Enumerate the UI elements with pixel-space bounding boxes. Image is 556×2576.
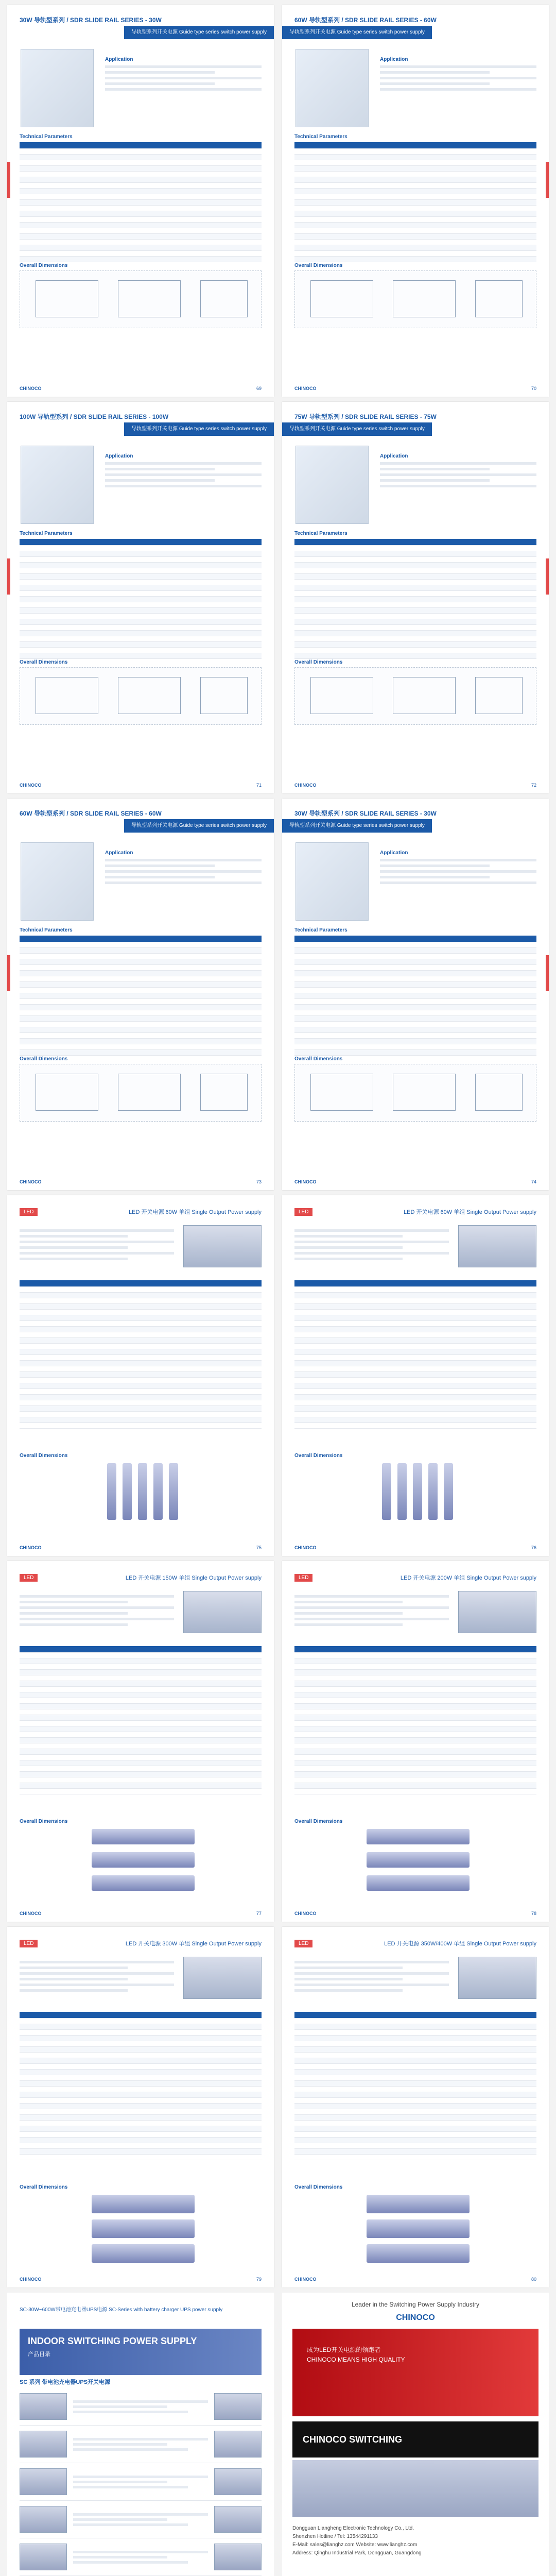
section-dimensions: Overall Dimensions bbox=[20, 1056, 68, 1062]
side-marker bbox=[7, 162, 10, 198]
corp-tel: Shenzhen Hotline / Tel: 13544291133 bbox=[292, 2534, 378, 2539]
list-item bbox=[20, 2388, 262, 2426]
product-photo bbox=[296, 842, 369, 921]
page-tab: 导轨型系列开关电源 Guide type series switch power supply bbox=[124, 819, 274, 833]
catalog-banner bbox=[20, 2329, 262, 2375]
din-page-69 bbox=[7, 5, 274, 397]
page-header bbox=[294, 15, 536, 46]
led-badge: LED bbox=[294, 1940, 312, 1947]
brand-logo: CHINOCO bbox=[20, 2277, 42, 2282]
brand-logo: CHINOCO bbox=[294, 386, 317, 391]
corp-tagline: Leader in the Switching Power Supply Industry bbox=[351, 2301, 480, 2308]
product-bars bbox=[107, 1463, 200, 1530]
corp-company: Dongguan Liangheng Electronic Technology Co., Ltd. bbox=[292, 2526, 414, 2531]
brand-logo: CHINOCO bbox=[20, 783, 42, 788]
page-footer bbox=[20, 1910, 262, 1917]
corp-email: E-Mail: sales@lianghz.com Website: www.lianghz.com bbox=[292, 2542, 418, 2548]
page-footer bbox=[294, 1545, 536, 1551]
dimension-diagram bbox=[294, 270, 536, 328]
led-page-80 bbox=[282, 1927, 549, 2287]
dimension-diagram bbox=[294, 667, 536, 725]
corp-address: Address: Qinghu Industrial Park, Dongguan, Guangdong bbox=[292, 2550, 422, 2556]
spec-table bbox=[294, 2012, 536, 2160]
spec-table bbox=[20, 936, 262, 1056]
section-features: Application bbox=[105, 453, 133, 459]
side-marker bbox=[546, 162, 549, 198]
led-banner bbox=[20, 1571, 262, 1584]
product-photo bbox=[458, 1591, 536, 1633]
features-block bbox=[380, 57, 536, 118]
page-number: 69 bbox=[256, 386, 262, 391]
corporate-back-cover bbox=[282, 2293, 549, 2576]
led-page-79 bbox=[7, 1927, 274, 2287]
list-item bbox=[20, 2538, 262, 2576]
din-page-72 bbox=[282, 402, 549, 793]
spec-table bbox=[294, 539, 536, 659]
section-specs: Technical Parameters bbox=[20, 927, 73, 933]
catalog-banner-title: INDOOR SWITCHING POWER SUPPLY bbox=[28, 2336, 197, 2346]
page-footer bbox=[20, 1545, 262, 1551]
din-page-73 bbox=[7, 799, 274, 1190]
spec-table bbox=[294, 1280, 536, 1429]
page-footer bbox=[294, 1179, 536, 1185]
brand-logo: CHINOCO bbox=[20, 1545, 42, 1550]
section-dimensions: Overall Dimensions bbox=[20, 659, 68, 665]
spec-table bbox=[20, 142, 262, 262]
page-number: 77 bbox=[256, 1911, 262, 1916]
led-title: LED 开关电源 60W 单组 Single Output Power supply bbox=[129, 1209, 262, 1215]
page-tab: 导轨型系列开关电源 Guide type series switch power supply bbox=[124, 26, 274, 39]
corp-hero-title: 成为LED开关电源的领跑者 bbox=[307, 2346, 381, 2353]
dimension-diagram bbox=[20, 667, 262, 725]
product-photo bbox=[296, 446, 369, 524]
page-number: 73 bbox=[256, 1179, 262, 1184]
page-tab: 导轨型系列开关电源 Guide type series switch power supply bbox=[282, 422, 432, 436]
section-dimensions: Overall Dimensions bbox=[20, 1453, 68, 1459]
spec-table bbox=[20, 1646, 262, 1794]
catalog-header-text: SC-30W~600W带电池充电器UPS电源 SC-Series with battery charger UPS power supply bbox=[20, 2307, 223, 2313]
corp-logo: CHINOCO bbox=[396, 2313, 435, 2322]
list-item bbox=[20, 2426, 262, 2463]
catalog-header bbox=[20, 2303, 262, 2314]
page-footer bbox=[294, 1910, 536, 1917]
section-specs: Technical Parameters bbox=[294, 927, 348, 933]
catalog-list-title: SC 系列 带电池充电器UPS开关电源 bbox=[20, 2379, 111, 2385]
page-title: 30W 导轨型系列 / SDR SLIDE RAIL SERIES - 30W bbox=[20, 16, 162, 24]
features-block bbox=[380, 453, 536, 515]
corp-switch-banner: CHINOCO SWITCHING bbox=[292, 2421, 538, 2458]
features-block bbox=[105, 453, 262, 515]
page-header bbox=[294, 809, 536, 840]
features-block bbox=[20, 1592, 174, 1638]
product-photo-group bbox=[92, 2195, 205, 2262]
product-bars bbox=[382, 1463, 475, 1530]
list-item bbox=[20, 2501, 262, 2538]
page-tab: 导轨型系列开关电源 Guide type series switch power supply bbox=[282, 26, 432, 39]
side-marker bbox=[7, 955, 10, 991]
page-header bbox=[294, 412, 536, 443]
din-page-71 bbox=[7, 402, 274, 793]
section-features: Application bbox=[105, 850, 133, 856]
section-dimensions: Overall Dimensions bbox=[294, 1056, 343, 1062]
page-number: 76 bbox=[531, 1545, 536, 1550]
section-features: Application bbox=[380, 57, 408, 62]
section-dimensions: Overall Dimensions bbox=[294, 1819, 343, 1824]
section-specs: Technical Parameters bbox=[20, 531, 73, 536]
page-footer bbox=[294, 2276, 536, 2282]
corp-info bbox=[292, 2524, 538, 2557]
spec-table bbox=[20, 1280, 262, 1429]
page-header bbox=[20, 15, 262, 46]
product-photo bbox=[21, 842, 94, 921]
features-block bbox=[380, 850, 536, 912]
section-specs: Technical Parameters bbox=[294, 134, 348, 140]
dimension-diagram bbox=[20, 1064, 262, 1122]
dimension-and-photos bbox=[20, 2195, 262, 2272]
product-photo bbox=[458, 1957, 536, 1999]
dimension-and-photos bbox=[294, 2195, 536, 2272]
led-title: LED 开关电源 200W 单组 Single Output Power supply bbox=[400, 1575, 536, 1581]
features-block bbox=[105, 850, 262, 912]
page-footer bbox=[20, 385, 262, 392]
page-footer bbox=[294, 782, 536, 788]
brand-logo: CHINOCO bbox=[20, 386, 42, 391]
product-photo bbox=[21, 446, 94, 524]
led-badge: LED bbox=[294, 1574, 312, 1582]
side-marker bbox=[546, 955, 549, 991]
brand-logo: CHINOCO bbox=[294, 2277, 317, 2282]
features-block bbox=[294, 1226, 449, 1273]
led-page-75 bbox=[7, 1195, 274, 1556]
led-banner bbox=[294, 1571, 536, 1584]
section-features: Application bbox=[105, 57, 133, 62]
page-footer bbox=[294, 385, 536, 392]
page-number: 75 bbox=[256, 1545, 262, 1550]
dimension-diagram bbox=[294, 1064, 536, 1122]
corp-hero-sub: CHINOCO MEANS HIGH QUALITY bbox=[307, 2356, 405, 2363]
page-header bbox=[20, 809, 262, 840]
section-features: Application bbox=[380, 850, 408, 856]
corp-hero bbox=[292, 2329, 538, 2416]
page-title: 30W 导轨型系列 / SDR SLIDE RAIL SERIES - 30W bbox=[294, 810, 437, 817]
dimension-diagram bbox=[20, 270, 262, 328]
side-marker bbox=[546, 558, 549, 595]
page-tab: 导轨型系列开关电源 Guide type series switch power supply bbox=[124, 422, 274, 436]
led-banner bbox=[294, 1206, 536, 1218]
product-photo bbox=[296, 49, 369, 127]
product-photo bbox=[21, 49, 94, 127]
dimension-and-photos bbox=[294, 1463, 536, 1540]
brand-logo: CHINOCO bbox=[294, 1911, 317, 1916]
section-dimensions: Overall Dimensions bbox=[294, 1453, 343, 1459]
led-banner bbox=[20, 1206, 262, 1218]
led-badge: LED bbox=[294, 1208, 312, 1216]
page-header bbox=[20, 412, 262, 443]
page-tab: 导轨型系列开关电源 Guide type series switch power supply bbox=[282, 819, 432, 833]
led-title: LED 开关电源 150W 单组 Single Output Power supply bbox=[125, 1575, 262, 1581]
page-footer bbox=[20, 782, 262, 788]
brand-logo: CHINOCO bbox=[20, 1179, 42, 1184]
led-title: LED 开关电源 300W 单组 Single Output Power supply bbox=[125, 1941, 262, 1947]
catalog-banner-sub: 产品目录 bbox=[28, 2351, 50, 2358]
spec-table bbox=[294, 1646, 536, 1794]
product-photo-group bbox=[367, 2195, 480, 2262]
led-badge: LED bbox=[20, 1208, 38, 1216]
led-title: LED 开关电源 350W/400W 单组 Single Output Power supply bbox=[384, 1941, 536, 1947]
din-page-70 bbox=[282, 5, 549, 397]
page-footer bbox=[20, 2276, 262, 2282]
spec-table bbox=[294, 936, 536, 1056]
page-number: 74 bbox=[531, 1179, 536, 1184]
led-title: LED 开关电源 60W 单组 Single Output Power supply bbox=[404, 1209, 536, 1215]
page-footer bbox=[20, 1179, 262, 1185]
page-title: 60W 导轨型系列 / SDR SLIDE RAIL SERIES - 60W bbox=[294, 16, 437, 24]
led-banner bbox=[20, 1937, 262, 1950]
features-block bbox=[105, 57, 262, 118]
side-marker bbox=[7, 558, 10, 595]
catalog-page bbox=[7, 2293, 274, 2576]
dimension-and-photos bbox=[20, 1463, 262, 1540]
page-number: 78 bbox=[531, 1911, 536, 1916]
features-block bbox=[20, 1226, 174, 1273]
product-photo bbox=[183, 1225, 262, 1267]
led-badge: LED bbox=[20, 1574, 38, 1582]
section-dimensions: Overall Dimensions bbox=[294, 263, 343, 268]
led-page-78 bbox=[282, 1561, 549, 1922]
features-block bbox=[294, 1592, 449, 1638]
spec-table bbox=[20, 2012, 262, 2160]
section-specs: Technical Parameters bbox=[294, 531, 348, 536]
led-page-76 bbox=[282, 1195, 549, 1556]
page-number: 71 bbox=[256, 783, 262, 788]
corp-image bbox=[292, 2460, 538, 2517]
dimension-and-photos bbox=[294, 1829, 536, 1906]
section-dimensions: Overall Dimensions bbox=[20, 1819, 68, 1824]
product-photo bbox=[183, 1591, 262, 1633]
features-block bbox=[20, 1958, 174, 2004]
catalog-list bbox=[20, 2388, 262, 2576]
product-photo-group bbox=[92, 1829, 205, 1896]
page-number: 80 bbox=[531, 2277, 536, 2282]
section-dimensions: Overall Dimensions bbox=[294, 2184, 343, 2190]
product-photo bbox=[458, 1225, 536, 1267]
page-number: 72 bbox=[531, 783, 536, 788]
led-page-77 bbox=[7, 1561, 274, 1922]
page-number: 70 bbox=[531, 386, 536, 391]
product-photo bbox=[183, 1957, 262, 1999]
brand-logo: CHINOCO bbox=[294, 1179, 317, 1184]
section-dimensions: Overall Dimensions bbox=[20, 2184, 68, 2190]
page-title: 75W 导轨型系列 / SDR SLIDE RAIL SERIES - 75W bbox=[294, 413, 437, 420]
page-title: 60W 导轨型系列 / SDR SLIDE RAIL SERIES - 60W bbox=[20, 810, 162, 817]
list-item bbox=[20, 2463, 262, 2501]
led-banner bbox=[294, 1937, 536, 1950]
dimension-and-photos bbox=[20, 1829, 262, 1906]
section-dimensions: Overall Dimensions bbox=[20, 263, 68, 268]
section-features: Application bbox=[380, 453, 408, 459]
brand-logo: CHINOCO bbox=[294, 1545, 317, 1550]
brand-logo: CHINOCO bbox=[20, 1911, 42, 1916]
page-number: 79 bbox=[256, 2277, 262, 2282]
section-specs: Technical Parameters bbox=[20, 134, 73, 140]
section-dimensions: Overall Dimensions bbox=[294, 659, 343, 665]
spec-table bbox=[294, 142, 536, 262]
product-photo-group bbox=[367, 1829, 480, 1896]
page-title: 100W 导轨型系列 / SDR SLIDE RAIL SERIES - 100W bbox=[20, 413, 169, 420]
din-page-74 bbox=[282, 799, 549, 1190]
spec-table bbox=[20, 539, 262, 659]
led-badge: LED bbox=[20, 1940, 38, 1947]
brand-logo: CHINOCO bbox=[294, 783, 317, 788]
features-block bbox=[294, 1958, 449, 2004]
